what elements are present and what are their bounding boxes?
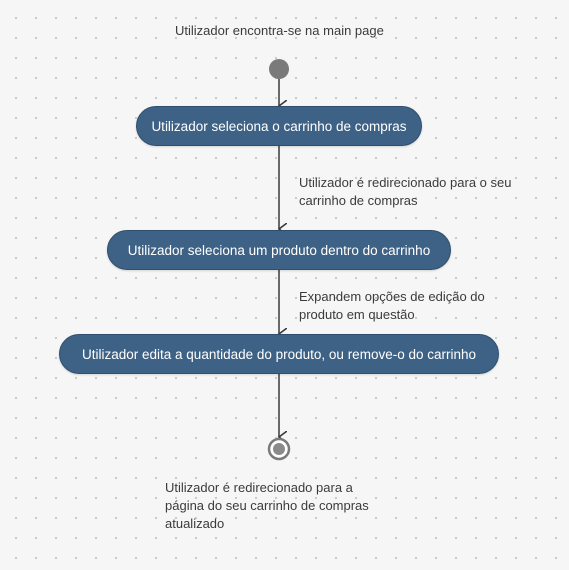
action-select-cart[interactable]: Utilizador seleciona o carrinho de compras [136,106,422,146]
end-node[interactable] [269,439,289,459]
transition-label-line: carrinho de compras [299,193,418,208]
end-label-line: Utilizador é redirecionado para a [165,480,353,495]
start-node[interactable] [269,59,289,79]
transition-label-line: Expandem opções de edição do [299,289,485,304]
end-label-line: atualizado [165,516,225,531]
start-label: Utilizador encontra-se na main page [175,23,384,38]
transition-label-line: Utilizador é redirecionado para o seu [299,175,512,190]
end-label-line: página do seu carrinho de compras [165,498,369,513]
action-select-product[interactable]: Utilizador seleciona um produto dentro do carrinho [107,230,451,270]
transition-label-redirect-cart [299,174,511,210]
end-label [165,479,369,533]
action-edit-quantity[interactable]: Utilizador edita a quantidade do produto, ou remove-o do carrinho [59,334,499,374]
transition-label-line: produto em questão [299,307,415,322]
transition-label-expand-options [299,288,485,324]
